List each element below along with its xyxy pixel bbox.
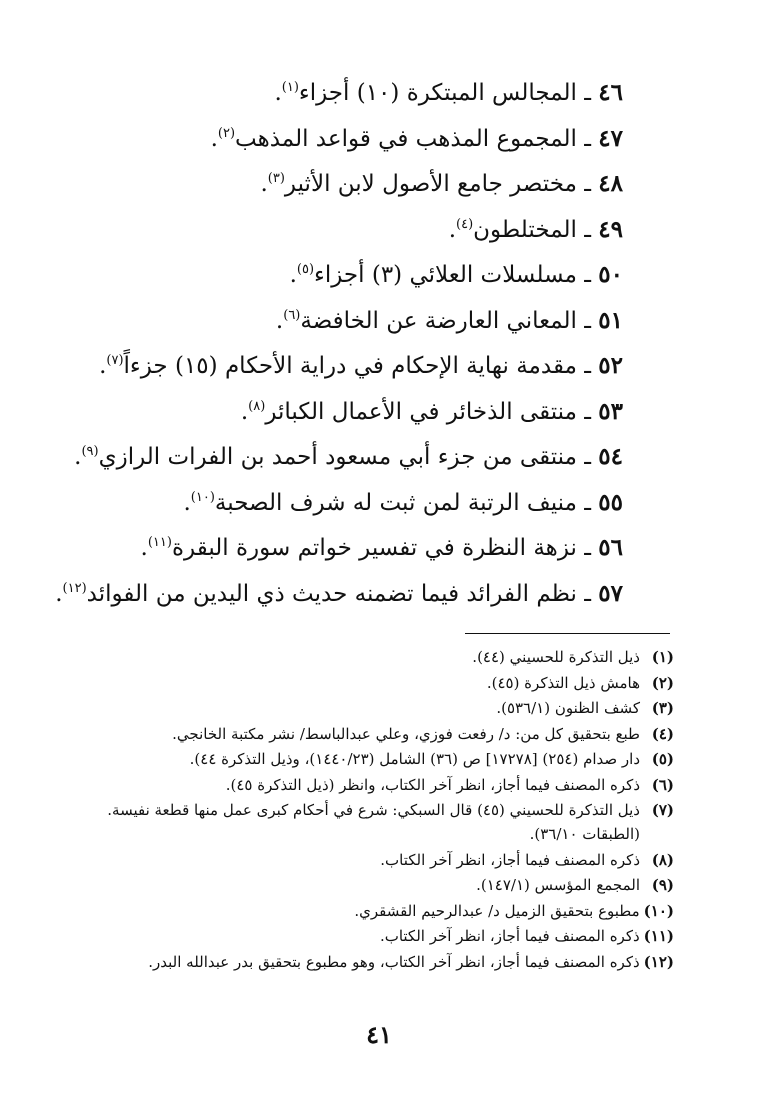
item-title: المجموع المذهب في قواعد المذهب: [235, 125, 577, 152]
footnote: [64, 899, 674, 923]
list-item: [63, 116, 623, 162]
footnote-label: (٢): [651, 673, 674, 692]
list-item: [55, 571, 623, 617]
item-number: ٤٩: [598, 215, 623, 243]
item-title: المختلطون: [473, 216, 577, 243]
list-item: [63, 525, 623, 571]
item-title: المجالس المبتكرة (١٠) أجزاء: [298, 80, 577, 106]
item-number: ٤٨: [598, 170, 623, 197]
item-period: .: [289, 262, 297, 288]
list-item: [63, 389, 623, 435]
footnote: [64, 773, 674, 797]
item-number: ٥١: [598, 306, 623, 334]
footnote-label: (١٢): [643, 952, 674, 971]
footnote-ref: (١): [281, 80, 299, 95]
item-separator: ـ: [576, 216, 599, 243]
item-number: ٥٧: [598, 579, 623, 607]
item-period: .: [274, 80, 282, 106]
footnote: [64, 950, 674, 974]
footnote-ref: (٤): [456, 216, 474, 232]
item-number: ٤٦: [598, 79, 623, 106]
list-item: [63, 298, 623, 344]
item-period: .: [99, 353, 107, 379]
item-separator: ـ: [576, 580, 599, 607]
footnote-ref: (٧): [106, 353, 124, 368]
footnote: [64, 747, 674, 771]
item-number: ٥٦: [598, 534, 623, 561]
list-item: [63, 161, 623, 207]
list-item: [63, 343, 623, 389]
footnote-text: دار صدام (٢٥٤) [١٧٢٧٨] ص (٣٦) الشامل (١٤٤٠/٢٣)، وذيل التذكرة ٤٤).: [189, 750, 640, 768]
item-separator: ـ: [576, 171, 599, 197]
footnote-ref: (١٠): [190, 489, 215, 505]
footnote: [64, 696, 674, 720]
page-number: ٤١: [366, 1020, 392, 1049]
footnote-ref: (٢): [217, 125, 236, 141]
footnote-label: (٤): [651, 724, 674, 743]
item-number: ٥٤: [598, 443, 623, 470]
footnote-label: (١٠): [643, 901, 674, 920]
footnote-ref: (٣): [267, 171, 285, 186]
item-title: منيف الرتبة لمن ثبت له شرف الصحبة: [214, 489, 577, 516]
item-title: منتقى من جزء أبي مسعود أحمد بن الفرات الرازي: [98, 444, 577, 470]
footnote-ref: (١٢): [62, 580, 87, 596]
footnote-text: ذكره المصنف فيما أجاز، انظر آخر الكتاب، وانظر (ذيل التذكرة ٤٥).: [225, 775, 640, 794]
item-period: .: [140, 535, 148, 561]
list-item: [63, 70, 623, 116]
item-number: ٤٧: [598, 124, 623, 152]
footnote: [64, 798, 674, 846]
footnote-ref: (٦): [283, 307, 301, 323]
footnote: [64, 924, 674, 948]
list-item: [63, 480, 623, 526]
footnote-text: مطبوع بتحقيق الزميل د/ عبدالرحيم القشقري.: [354, 901, 640, 920]
footnotes: [64, 645, 674, 975]
footnote-text: ذكره المصنف فيما أجاز، انظر آخر الكتاب، وهو مطبوع بتحقيق بدر عبدالله البدر.: [148, 952, 640, 971]
item-period: .: [74, 444, 82, 470]
item-separator: ـ: [576, 307, 599, 334]
list-item: [63, 252, 623, 298]
item-number: ٥٣: [598, 397, 623, 425]
footnote-separator: [465, 633, 670, 634]
item-period: .: [55, 580, 63, 607]
footnote: [64, 722, 674, 746]
item-title: مقدمة نهاية الإحكام في دراية الأحكام (١٥) جزءاً: [123, 353, 577, 379]
footnote-label: (١١): [643, 927, 674, 945]
item-period: .: [183, 489, 191, 516]
footnote: [64, 671, 674, 695]
footnote-text: طبع بتحقيق كل من: د/ رفعت فوزي، وعلي عبدالباسط/ نشر مكتبة الخانجي.: [172, 724, 640, 743]
item-title: نزهة النظرة في تفسير خواتم سورة البقرة: [171, 535, 577, 561]
footnote-label: (٩): [651, 876, 674, 894]
footnote-text: هامش ذيل التذكرة (٤٥).: [486, 673, 640, 692]
item-separator: ـ: [576, 80, 599, 106]
footnote-label: (٧): [651, 801, 674, 819]
item-separator: ـ: [576, 398, 599, 425]
item-period: .: [260, 171, 268, 197]
item-title: منتقى الذخائر في الأعمال الكبائر: [265, 398, 577, 425]
footnote-label: (٥): [651, 750, 674, 768]
item-separator: ـ: [576, 444, 599, 470]
item-separator: ـ: [576, 535, 599, 561]
footnote-ref: (٥): [296, 262, 315, 277]
item-period: .: [210, 125, 218, 152]
footnote-ref: (١١): [147, 535, 172, 550]
item-separator: ـ: [576, 262, 599, 288]
footnote-label: (٨): [651, 850, 674, 869]
item-period: .: [240, 398, 249, 425]
footnote-text: ذكره المصنف فيما أجاز، انظر آخر الكتاب.: [379, 927, 640, 945]
item-period: .: [275, 307, 284, 334]
item-title: مسلسلات العلائي (٣) أجزاء: [314, 262, 577, 288]
item-separator: ـ: [576, 489, 599, 516]
footnote-text: كشف الظنون (٥٣٦/١).: [496, 699, 640, 717]
footnote-label: (٣): [651, 699, 674, 717]
footnote-ref: (٨): [248, 398, 266, 414]
book-list: [55, 70, 623, 616]
item-separator: ـ: [576, 353, 599, 379]
item-number: ٥٢: [598, 352, 623, 379]
footnote-text: ذيل التذكرة للحسيني (٤٥) قال السبكي: شرع في أحكام كبرى عمل منها قطعة نفيسة. (الطبقات ٣٦/١٠).: [107, 801, 640, 843]
footnote-text: ذكره المصنف فيما أجاز، انظر آخر الكتاب.: [380, 850, 640, 869]
footnote-label: (١): [651, 648, 674, 666]
footnote: [64, 848, 674, 872]
item-separator: ـ: [576, 125, 599, 152]
item-number: ٥٠: [598, 261, 623, 288]
footnote-text: المجمع المؤسس (١٤٧/١).: [476, 876, 640, 894]
footnote: [64, 873, 674, 897]
item-period: .: [448, 216, 457, 243]
item-number: ٥٥: [598, 488, 623, 516]
list-item: [63, 434, 623, 480]
item-title: مختصر جامع الأصول لابن الأثير: [284, 171, 577, 197]
item-title: المعاني العارضة عن الخافضة: [300, 307, 577, 334]
footnote: [64, 645, 674, 669]
list-item: [63, 207, 623, 253]
footnote-label: (٦): [651, 775, 674, 794]
footnote-text: ذيل التذكرة للحسيني (٤٤).: [472, 648, 640, 666]
item-title: نظم الفرائد فيما تضمنه حديث ذي اليدين من الفوائد: [86, 580, 577, 607]
footnote-ref: (٩): [81, 444, 99, 459]
